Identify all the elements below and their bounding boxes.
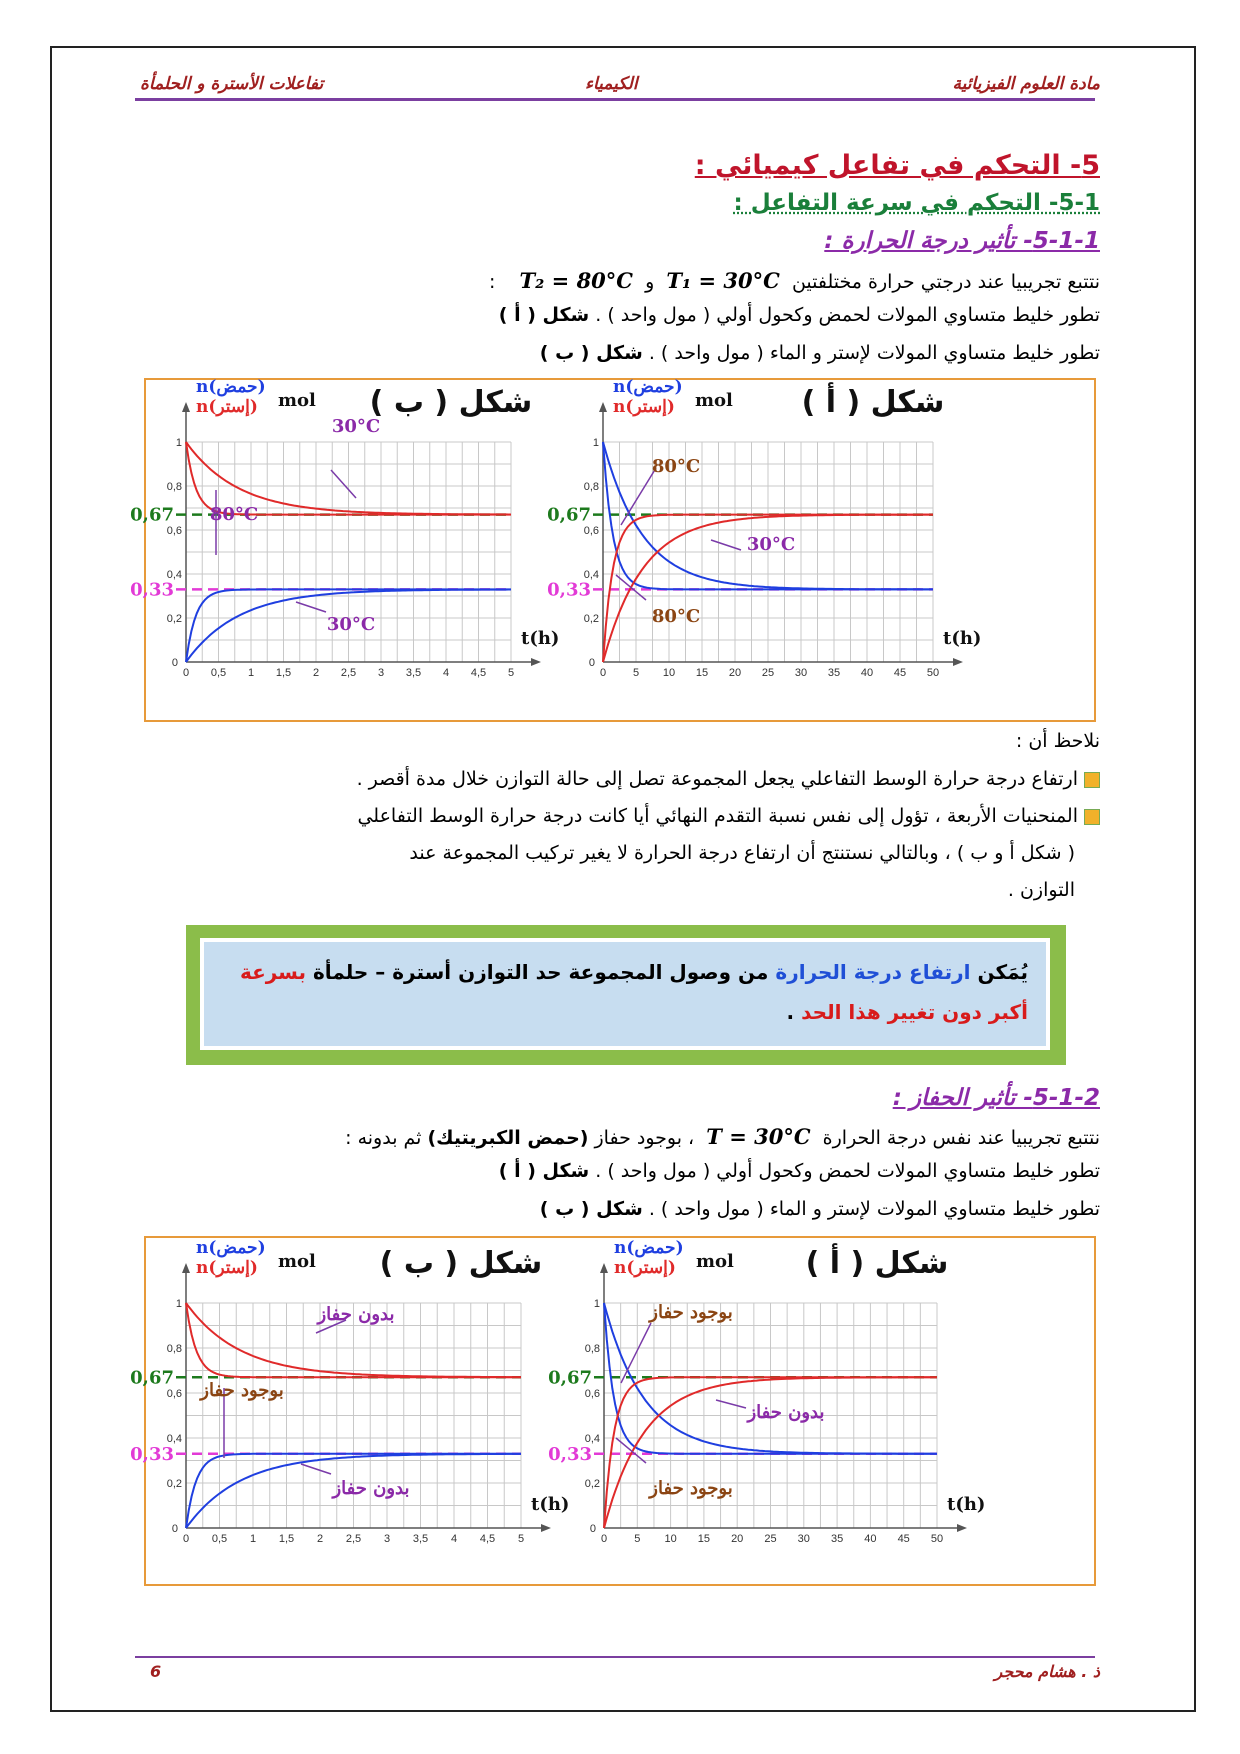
y-tick-label: 1 — [592, 437, 599, 449]
x-tick-label: 5 — [632, 667, 640, 679]
x-tick-label: 35 — [827, 667, 841, 679]
annotation-label: 30°C — [331, 416, 381, 437]
x-tick-label: 45 — [897, 1533, 910, 1545]
cat-line-b-label: شكل ( ب ) — [539, 1198, 643, 1220]
annotation-label: بوجود حفاز — [649, 1478, 733, 1499]
x-tick-label: 40 — [864, 1533, 877, 1545]
x-tick-label: 2,5 — [345, 1533, 362, 1545]
x-axis-arrow — [957, 1524, 967, 1532]
conclusion-text — [222, 952, 1028, 1032]
x-tick-label: 2,5 — [340, 667, 357, 679]
y-tick-label: 0,4 — [584, 1433, 600, 1445]
y-axis-arrow — [600, 1263, 608, 1273]
x-tick-label: 1,5 — [278, 1533, 295, 1545]
y-unit: mol — [695, 390, 733, 411]
marker-label-033: 0,33 — [130, 1443, 174, 1465]
x-axis-label: t(h) — [531, 1494, 570, 1515]
y-unit: mol — [278, 390, 316, 411]
x-tick-label: 0 — [599, 667, 607, 679]
y-tick-label: 0,8 — [166, 481, 182, 493]
header-divider — [135, 98, 1095, 101]
line-b-text: تطور خليط متساوي المولات لإستر و الماء ( مول واحد ) . — [648, 342, 1100, 364]
annotation-label: بوجود حفاز — [649, 1302, 733, 1323]
y-tick-label: 0,4 — [583, 569, 599, 581]
header-chapter: تفاعلات الأسترة و الحلمأة — [140, 74, 324, 94]
chart-box-temperature — [130, 377, 1096, 722]
cat-intro3: ثم بدونه : — [345, 1127, 422, 1149]
annotation-arrow — [301, 1464, 331, 1474]
annotation-label: 80°C — [651, 456, 701, 477]
temperature-intro — [140, 268, 1100, 293]
x-tick-label: 20 — [731, 1533, 744, 1545]
footer-divider — [135, 1656, 1095, 1658]
y-tick-label: 0,6 — [583, 525, 599, 537]
x-axis-label: t(h) — [943, 628, 982, 649]
y-label-ester: n(إستر) — [614, 1258, 676, 1278]
y-tick-label: 0,6 — [166, 525, 182, 537]
annotation-arrow — [621, 1323, 651, 1383]
y-tick-label: 0,8 — [583, 481, 599, 493]
y-tick-label: 0 — [588, 657, 595, 669]
y-label-acid: n(حمض) — [614, 1238, 684, 1258]
y-tick-label: 0,2 — [166, 613, 182, 625]
annotation-label: 80°C — [651, 606, 701, 627]
marker-label-067: 0,67 — [547, 504, 591, 526]
x-tick-label: 45 — [893, 667, 907, 679]
cat-intro2: ، بوجود حفاز — [594, 1127, 695, 1149]
temperature-title: 5-1-1- تأثير درجة الحرارة : — [824, 228, 1100, 254]
y-axis-arrow — [182, 1263, 190, 1273]
catalyst-intro — [140, 1124, 1100, 1149]
y-tick-label: 0 — [171, 1523, 178, 1535]
chart-box-catalyst — [130, 1236, 1096, 1586]
x-tick-label: 0,5 — [211, 1533, 228, 1545]
x-tick-label: 15 — [697, 1533, 711, 1545]
x-tick-label: 3 — [383, 1533, 391, 1545]
formula-t1: T₁ = 30°C — [666, 268, 780, 293]
x-tick-label: 0 — [182, 1533, 190, 1545]
x-tick-label: 1 — [249, 1533, 257, 1545]
box-p6: . — [786, 1000, 795, 1024]
chart-svg-temperature — [130, 377, 1094, 720]
line-a-text: تطور خليط متساوي المولات لحمض وكحول أولي ( مول واحد ) . — [595, 304, 1100, 326]
y-label-acid: n(حمض) — [613, 377, 683, 397]
x-tick-label: 25 — [761, 667, 775, 679]
y-tick-label: 0,2 — [583, 613, 599, 625]
x-axis-arrow — [541, 1524, 551, 1532]
footer-page-number: 6 — [150, 1662, 162, 1681]
x-tick-label: 50 — [926, 667, 940, 679]
bullet-1 — [357, 768, 1100, 790]
x-tick-label: 20 — [728, 667, 742, 679]
cat-line-a-text: تطور خليط متساوي المولات لحمض وكحول أولي ( مول واحد ) . — [595, 1160, 1100, 1182]
y-unit: mol — [278, 1251, 316, 1272]
intro-text: نتتبع تجريبيا عند درجتي حرارة مختلفتين — [791, 271, 1100, 293]
y-label-ester: n(إستر) — [613, 397, 675, 417]
x-tick-label: 4,5 — [479, 1533, 496, 1545]
annotation-label: 30°C — [326, 614, 376, 635]
colon: : — [488, 271, 496, 293]
x-tick-label: 3,5 — [412, 1533, 429, 1545]
cat-line-b-text: تطور خليط متساوي المولات لإستر و الماء ( مول واحد ) . — [648, 1198, 1100, 1220]
bullet-2-line2: ( شكل أ و ب ) ، وبالتالي نستنتج أن ارتفاع درجة الحرارة لا يغير تركيب المجموعة عند — [409, 842, 1075, 864]
bullet-2-line3: التوازن . — [1007, 879, 1075, 901]
y-tick-label: 0 — [171, 657, 178, 669]
cat-intro1: نتتبع تجريبيا عند نفس درجة الحرارة — [822, 1127, 1100, 1149]
x-tick-label: 10 — [662, 667, 676, 679]
header-subject: مادة العلوم الفيزيائية — [952, 74, 1100, 94]
x-tick-label: 0 — [600, 1533, 608, 1545]
annotation-label: بدون حفاز — [332, 1478, 410, 1499]
x-tick-label: 4 — [442, 667, 450, 679]
marker-label-067: 0,67 — [130, 1367, 174, 1389]
y-label-ester: n(إستر) — [196, 397, 258, 417]
x-tick-label: 2 — [312, 667, 320, 679]
x-tick-label: 40 — [860, 667, 874, 679]
footer-author: ذ . هشام محجر — [994, 1662, 1100, 1681]
annotation-label: 30°C — [746, 534, 796, 555]
y-label-acid: n(حمض) — [196, 377, 266, 397]
y-tick-label: 1 — [175, 1298, 182, 1310]
x-axis-label: t(h) — [947, 1494, 986, 1515]
chart-svg-catalyst — [130, 1238, 1094, 1584]
x-tick-label: 4,5 — [470, 667, 487, 679]
x-tick-label: 30 — [797, 1533, 810, 1545]
x-tick-label: 50 — [930, 1533, 944, 1545]
observe-line: نلاحظ أن : — [1015, 730, 1100, 752]
chart-title: شكل ( ب ) — [369, 385, 533, 420]
x-tick-label: 3,5 — [405, 667, 422, 679]
x-tick-label: 30 — [794, 667, 808, 679]
bullet-1-text: ارتفاع درجة حرارة الوسط التفاعلي يجعل المجموعة تصل إلى حالة التوازن خلال مدة أقصر . — [356, 768, 1078, 790]
line-b-label: شكل ( ب ) — [539, 342, 643, 364]
y-tick-label: 0,4 — [166, 1433, 182, 1445]
annotation-label: بوجود حفاز — [200, 1380, 284, 1401]
formula-t2: T₂ = 80°C — [519, 268, 634, 293]
x-tick-label: 3 — [377, 667, 385, 679]
annotation-arrow — [711, 540, 741, 550]
and-word: و — [645, 271, 655, 293]
header-topic: الكيمياء — [585, 74, 638, 94]
x-tick-label: 25 — [764, 1533, 777, 1545]
y-tick-label: 0,6 — [584, 1388, 600, 1400]
y-label-ester: n(إستر) — [196, 1258, 258, 1278]
y-tick-label: 1 — [593, 1298, 600, 1310]
annotation-label: 80°C — [209, 504, 259, 525]
catalyst-title: 5-1-2- تأثير الحفاز : — [892, 1085, 1100, 1111]
x-tick-label: 4 — [450, 1533, 458, 1545]
x-axis-arrow — [531, 658, 541, 666]
y-unit: mol — [696, 1251, 734, 1272]
line-a-label: شكل ( أ ) — [498, 304, 590, 326]
marker-label-033: 0,33 — [547, 579, 591, 601]
box-p2: ارتفاع درجة الحرارة — [775, 960, 971, 984]
y-tick-label: 1 — [175, 437, 182, 449]
y-axis-arrow — [599, 402, 607, 412]
y-tick-label: 0,8 — [166, 1343, 182, 1355]
chart-title: شكل ( أ ) — [805, 1246, 949, 1281]
annotation-arrow — [296, 602, 326, 612]
marker-label-033: 0,33 — [548, 1443, 592, 1465]
conclusion-box — [200, 938, 1050, 1050]
y-label-acid: n(حمض) — [196, 1238, 266, 1258]
marker-label-033: 0,33 — [130, 579, 174, 601]
y-tick-label: 0,2 — [166, 1478, 182, 1490]
x-tick-label: 5 — [517, 1533, 525, 1545]
marker-label-067: 0,67 — [548, 1367, 592, 1389]
bullet-icon — [1084, 809, 1100, 825]
box-p5: أكبر دون تغيير هذا الحد — [801, 1000, 1028, 1024]
cat-formula: T = 30°C — [706, 1124, 811, 1149]
x-axis-arrow — [953, 658, 963, 666]
y-tick-label: 0,2 — [584, 1478, 600, 1490]
bullet-2-text: المنحنيات الأربعة ، تؤول إلى نفس نسبة التقدم النهائي أيا كانت درجة حرارة الوسط التفاعلي — [357, 805, 1078, 827]
annotation-label: بدون حفاز — [747, 1402, 825, 1423]
x-tick-label: 5 — [634, 1533, 641, 1545]
line-b — [140, 342, 1100, 364]
y-tick-label: 0,8 — [584, 1343, 600, 1355]
x-tick-label: 1,5 — [275, 667, 292, 679]
box-p4: بسرعة — [239, 960, 307, 984]
bullet-icon — [1084, 772, 1100, 788]
x-tick-label: 35 — [830, 1533, 844, 1545]
chart-title: شكل ( ب ) — [379, 1246, 543, 1281]
x-tick-label: 0 — [182, 667, 190, 679]
y-tick-label: 0,4 — [166, 569, 182, 581]
x-tick-label: 1 — [247, 667, 255, 679]
section-title: 5- التحكم في تفاعل كيميائي : — [694, 150, 1100, 181]
y-tick-label: 0,6 — [166, 1388, 182, 1400]
cat-line-a-label: شكل ( أ ) — [498, 1160, 590, 1182]
line-a — [140, 304, 1100, 326]
marker-label-067: 0,67 — [130, 504, 174, 526]
chart-title: شكل ( أ ) — [801, 385, 945, 420]
annotation-label: بدون حفاز — [317, 1304, 395, 1325]
x-tick-label: 5 — [507, 667, 515, 679]
subsection-title: 5-1- التحكم في سرعة التفاعل : — [733, 190, 1100, 216]
annotation-arrow — [331, 470, 356, 498]
x-tick-label: 0,5 — [210, 667, 227, 679]
box-p3: من وصول المجموعة حد التوازن أسترة – حلمأة — [313, 960, 769, 984]
y-axis-arrow — [182, 402, 190, 412]
x-tick-label: 2 — [316, 1533, 324, 1545]
cat-line-b — [140, 1198, 1100, 1220]
box-p1: يُمَكن — [977, 960, 1028, 984]
x-tick-label: 15 — [695, 667, 709, 679]
x-tick-label: 10 — [664, 1533, 677, 1545]
cat-acid: (حمض الكبريتيك) — [427, 1127, 589, 1149]
bullet-2 — [357, 805, 1100, 827]
cat-line-a — [140, 1160, 1100, 1182]
x-axis-label: t(h) — [521, 628, 560, 649]
y-tick-label: 0 — [589, 1523, 596, 1535]
